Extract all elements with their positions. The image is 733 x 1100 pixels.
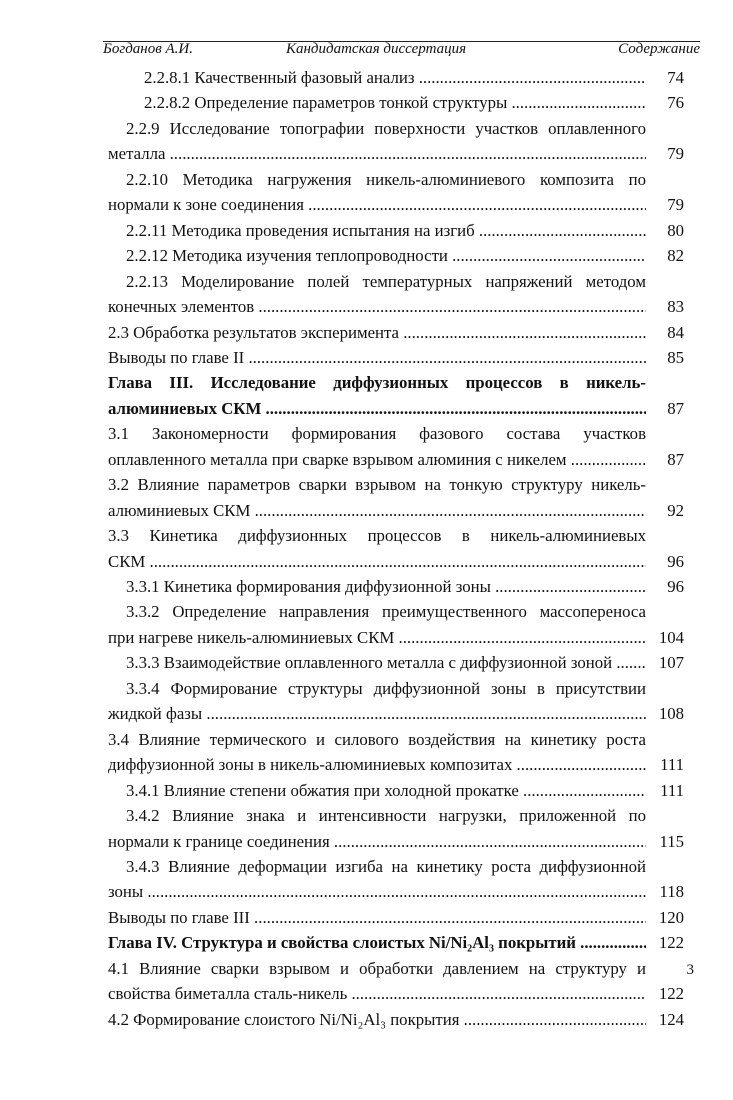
toc-entry-line: 2.2.10 Методика нагружения никель-алюминиевого композита по: [126, 169, 646, 189]
toc-page-number: 104: [658, 627, 684, 647]
toc-entry-line: [108, 447, 646, 472]
toc-page-number: 79: [667, 195, 684, 215]
toc-page-number: 118: [659, 882, 684, 902]
toc-entry-line: [108, 294, 646, 319]
leader-dots: [250, 908, 646, 927]
leader-dots: [399, 323, 646, 342]
toc-page-number: 85: [667, 347, 684, 367]
page-number: 3: [686, 962, 694, 978]
toc-page-number: 111: [660, 780, 684, 800]
leader-dots: [519, 781, 646, 800]
toc-entry-line: [108, 549, 646, 574]
toc-entry-line: [108, 1007, 646, 1032]
toc-entry-text: алюминиевых СКМ: [108, 500, 251, 520]
toc-page-number: 74: [667, 68, 684, 87]
toc-entry-line: [108, 625, 646, 650]
toc-entry-line: [108, 574, 646, 599]
leader-dots: [244, 348, 646, 367]
toc-entry-line: [108, 65, 646, 90]
leader-dots: [491, 577, 646, 596]
toc-page-number: 122: [658, 984, 684, 1004]
toc-entry-line: [108, 650, 646, 675]
leader-dots: [512, 755, 646, 774]
toc-entry-line: 2.2.13 Моделирование полей температурных напряжений методом: [126, 271, 646, 291]
toc-page-number: 79: [667, 144, 684, 164]
toc-entry-text: Выводы по главе III: [108, 907, 250, 927]
toc-entry-text: СКМ: [108, 551, 146, 571]
toc-entry-line: [108, 752, 646, 777]
toc-page-number: 108: [658, 704, 684, 724]
toc-page-number: 120: [658, 907, 684, 927]
toc-page-number: 124: [658, 1009, 684, 1029]
toc-page-number: 122: [658, 933, 684, 953]
leader-dots: [507, 93, 646, 112]
toc-entry-line: 3.3.4 Формирование структуры диффузионной зоны в присутствии: [126, 678, 646, 698]
leader-dots: [576, 933, 646, 952]
leader-dots: [394, 628, 646, 647]
leader-dots: [415, 68, 647, 87]
toc-page-number: 92: [667, 500, 684, 520]
toc-page-number: 96: [667, 577, 684, 596]
toc-entry-text: 3.4.1 Влияние степени обжатия при холодной прокатке: [126, 780, 519, 800]
toc-page-number: 87: [667, 449, 684, 469]
toc-entry-line: [108, 345, 646, 370]
leader-dots: [347, 984, 646, 1003]
toc-entry-line: [108, 930, 646, 955]
toc-entry-text: конечных элементов: [108, 297, 255, 317]
toc-entry-text: диффузионной зоны в никель-алюминиевых композитах: [108, 755, 513, 775]
leader-dots: [304, 195, 646, 214]
leader-dots: [254, 297, 646, 316]
toc-entry-line: 3.3 Кинетика диффузионных процессов в никель-алюминиевых: [108, 526, 646, 546]
toc-entry-text: 2.3 Обработка результатов эксперимента: [108, 322, 400, 342]
toc-entry-line: 3.2 Влияние параметров сварки взрывом на тонкую структуру никель-: [108, 475, 646, 495]
toc-entry-line: [108, 829, 646, 854]
toc-entry-text: 4.2 Формирование слоистого Ni/Ni₂Al₃ покрытия: [108, 1009, 460, 1029]
toc-entry-line: 3.3.2 Определение направления преимущественного массопереноса: [126, 602, 646, 622]
toc-page-number: 115: [659, 831, 684, 851]
leader-dots: [143, 882, 646, 901]
toc-entry-line: [108, 396, 646, 421]
toc-page-number: 84: [667, 322, 684, 342]
toc-entry-line: [108, 141, 646, 166]
toc-entry-text: Глава IV. Структура и свойства слоистых Ni/Ni₂Al₃ покрытий: [108, 933, 576, 953]
toc-entry-text: нормали к зоне соединения: [108, 195, 304, 215]
toc-page-number: 82: [667, 246, 684, 266]
header-section: Содержание: [618, 41, 700, 57]
toc-entry-text: металла: [108, 144, 166, 164]
toc-entry-text: при нагреве никель-алюминиевых СКМ: [108, 627, 395, 647]
toc-entry-text: 2.2.12 Методика изучения теплопроводности: [126, 246, 448, 266]
toc-entry-line: [108, 981, 646, 1006]
leader-dots: [261, 399, 646, 418]
toc-entry-text: нормали к границе соединения: [108, 831, 330, 851]
toc-entry-text: алюминиевых СКМ: [108, 398, 262, 418]
toc-entry-line: [108, 218, 646, 243]
toc-entry-text: 2.2.8.1 Качественный фазовый анализ: [144, 68, 415, 87]
toc-entry-text: зоны: [108, 882, 144, 902]
toc-entry-line: 3.4.2 Влияние знака и интенсивности нагрузки, приложенной по: [126, 806, 646, 826]
toc-entry-line: [108, 778, 646, 803]
toc-entry-line: [108, 701, 646, 726]
toc-entry-line: 2.2.9 Исследование топографии поверхности участков оплавленного: [126, 118, 646, 138]
leader-dots: [459, 1010, 646, 1029]
toc-page-number: 96: [667, 551, 684, 571]
toc-entry-line: 3.1 Закономерности формирования фазового состава участков: [108, 424, 646, 444]
toc-page-number: 111: [660, 755, 684, 775]
toc-page-number: 76: [667, 93, 684, 113]
toc-entry-line: [108, 879, 646, 904]
leader-dots: [250, 501, 646, 520]
toc-entry-line: 4.1 Влияние сварки взрывом и обработки давлением на структуру и: [108, 958, 646, 978]
toc-entry-text: Выводы по главе II: [108, 347, 245, 367]
header-author: Богданов А.И.: [103, 41, 193, 57]
leader-dots: [612, 653, 646, 672]
toc-entry-line: Глава III. Исследование диффузионных процессов в никель-: [108, 373, 646, 393]
toc-entry-line: 3.4.3 Влияние деформации изгиба на кинетику роста диффузионной: [126, 856, 646, 876]
header-title: Кандидатская диссертация: [286, 41, 467, 57]
toc-entry-text: 2.2.8.2 Определение параметров тонкой структуры: [144, 93, 508, 113]
leader-dots: [330, 832, 646, 851]
toc-page-number: 83: [667, 297, 684, 317]
toc-entry-text: жидкой фазы: [108, 704, 203, 724]
leader-dots: [165, 144, 646, 163]
leader-dots: [448, 246, 646, 265]
toc-entry-line: [108, 243, 646, 268]
toc-page-number: 107: [658, 653, 684, 673]
toc-entry-line: [108, 320, 646, 345]
toc-entry-text: оплавленного металла при сварке взрывом алюминия с никелем: [108, 449, 567, 469]
running-header: [103, 40, 700, 57]
leader-dots: [567, 450, 646, 469]
toc-entry-text: 2.2.11 Методика проведения испытания на изгиб: [126, 220, 475, 240]
toc-entry-text: 3.3.1 Кинетика формирования диффузионной зоны: [126, 577, 491, 596]
toc-entry-text: свойства биметалла сталь-никель: [108, 984, 348, 1004]
toc-entry-line: [108, 192, 646, 217]
toc-entry-line: 3.4 Влияние термического и силового воздействия на кинетику роста: [108, 729, 646, 749]
toc-entry-text: 3.3.3 Взаимодействие оплавленного металла с диффузионной зоной: [126, 653, 613, 673]
toc-entry-line: [108, 905, 646, 930]
leader-dots: [145, 552, 646, 571]
toc-page-number: 80: [667, 220, 684, 240]
toc-entry-line: [108, 90, 646, 115]
leader-dots: [202, 704, 646, 723]
toc-entry-line: [108, 498, 646, 523]
leader-dots: [475, 221, 646, 240]
toc-page-number: 87: [667, 398, 684, 418]
